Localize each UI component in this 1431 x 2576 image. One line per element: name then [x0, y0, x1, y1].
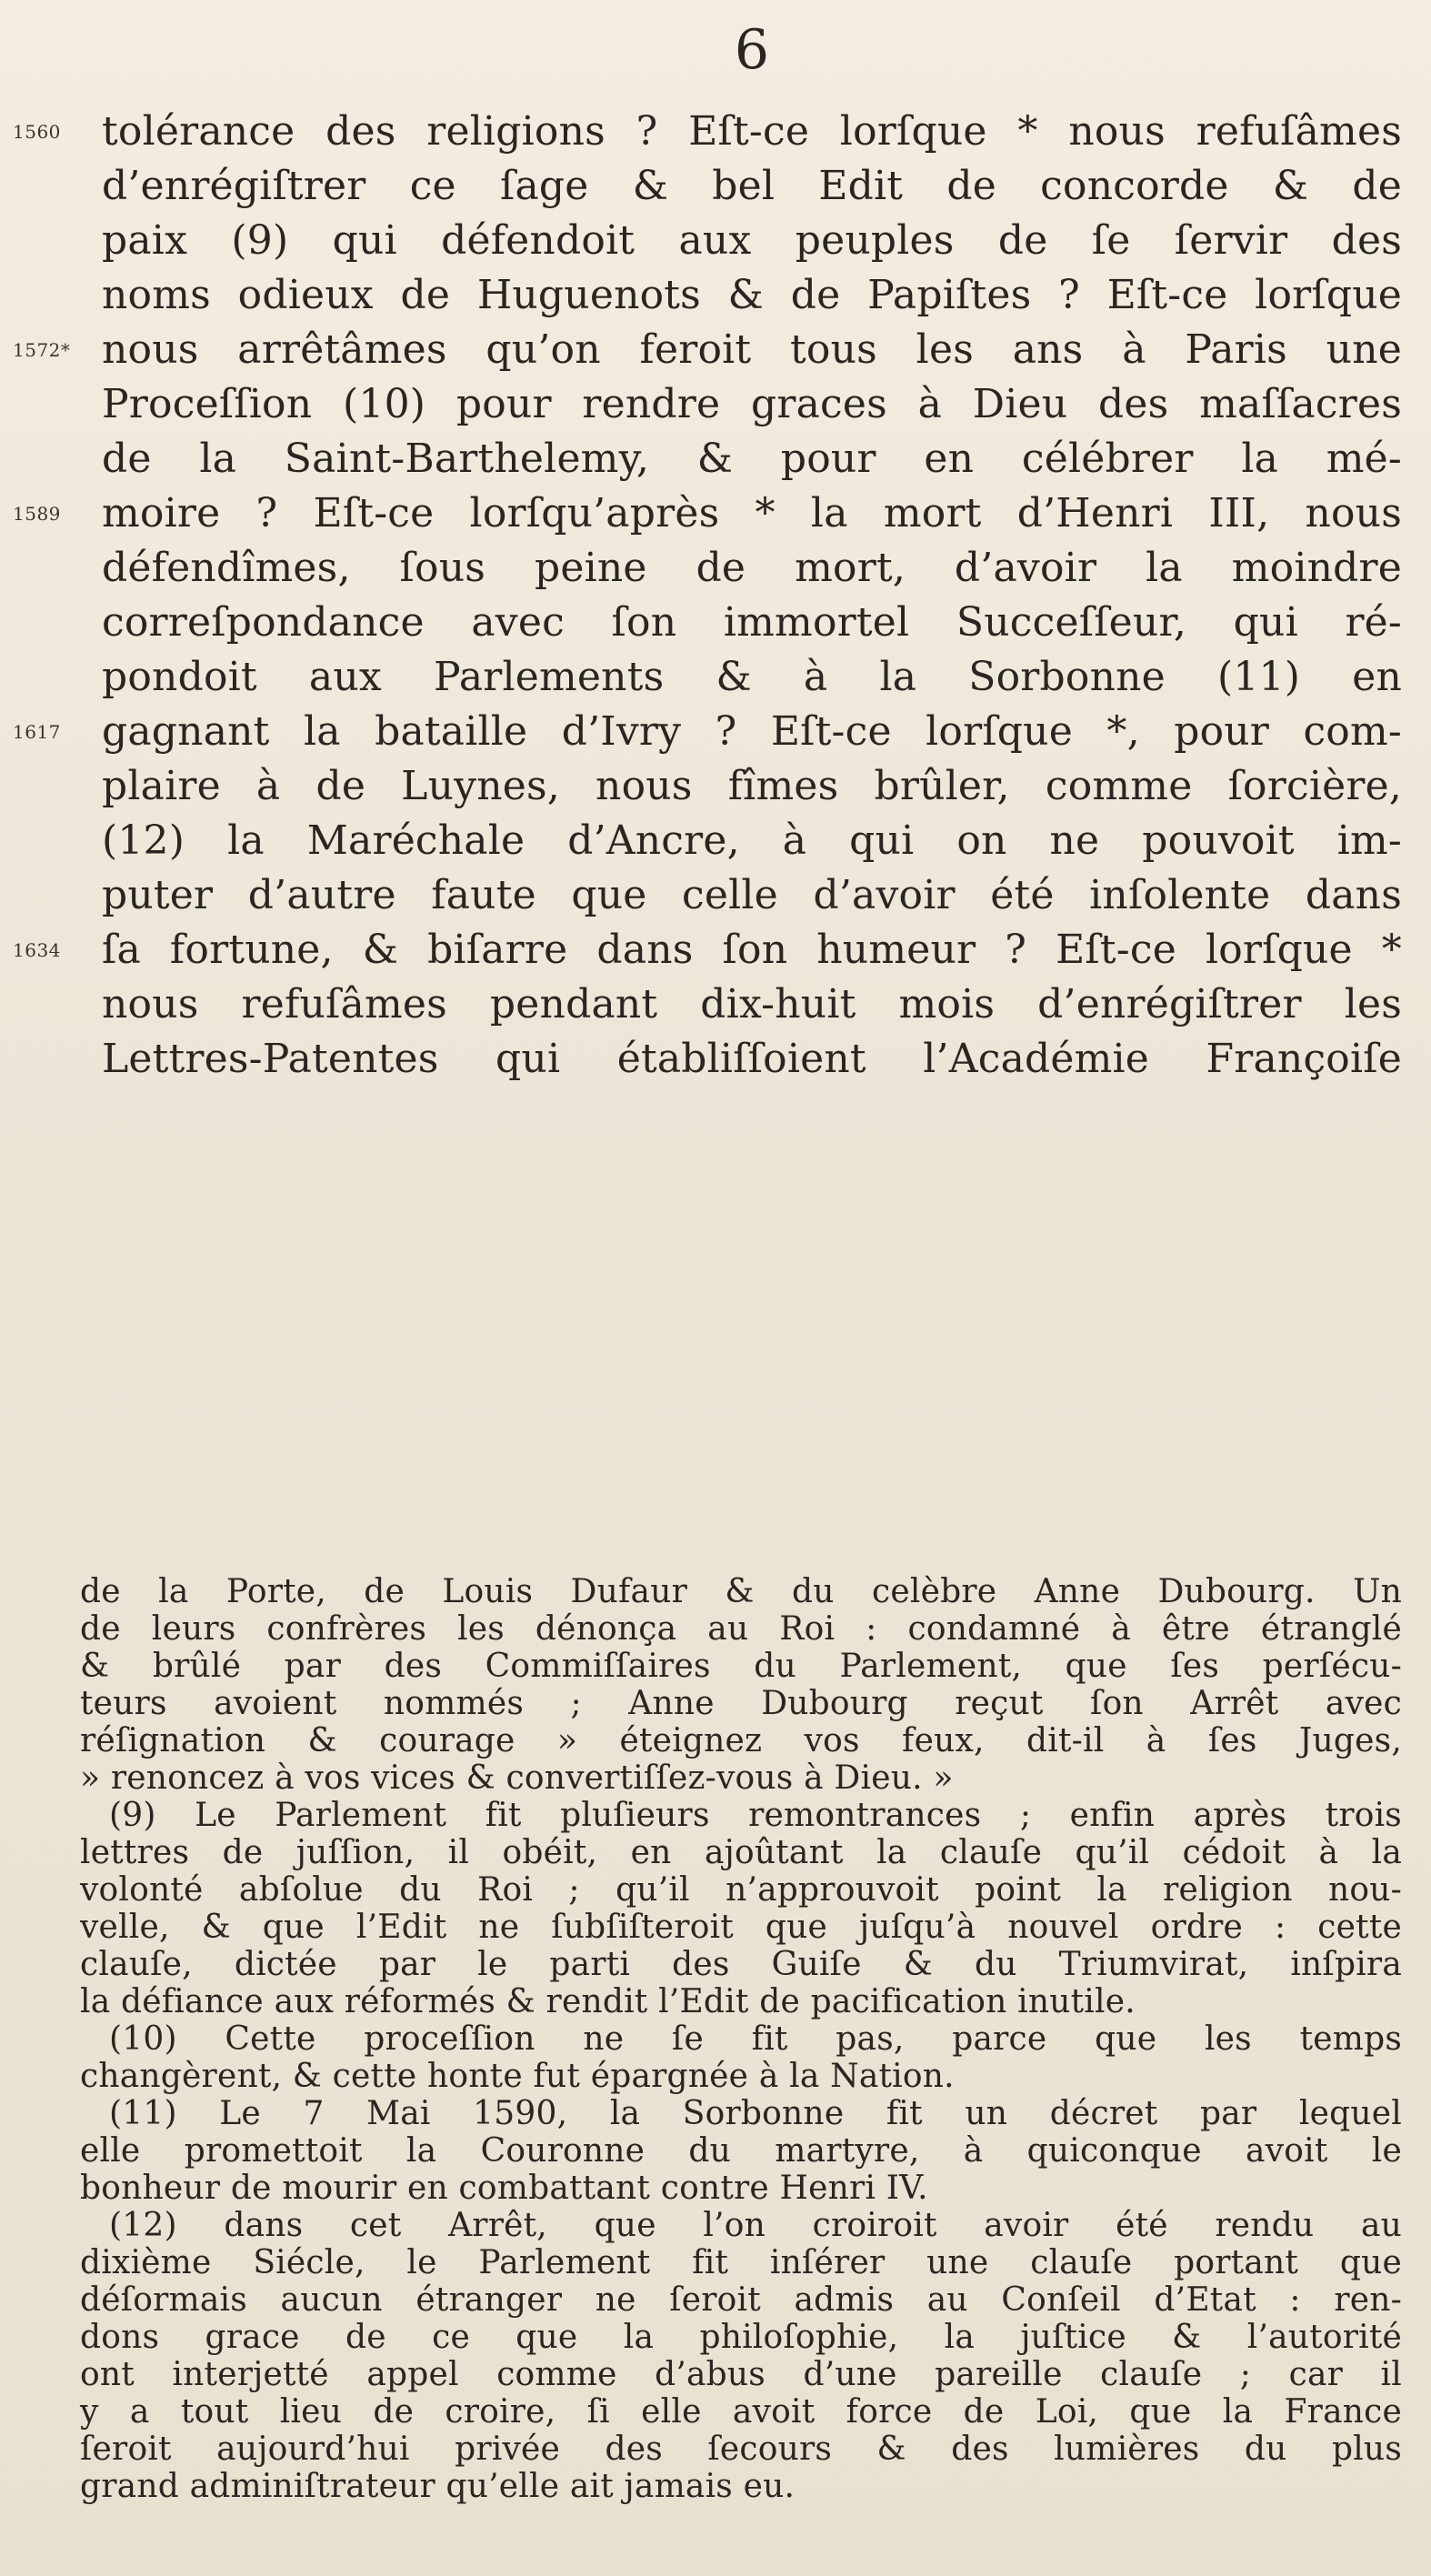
text-line: nous arrêtâmes qu’on feroit tous les ans à Paris une: [102, 326, 1402, 373]
footnote-12: (12) dans cet Arrêt, que l’on croiroit avoir été rendu au: [109, 2207, 1402, 2244]
footnote-line: teurs avoient nommés ; Anne Dubourg reçut ſon Arrêt avec: [80, 1685, 1402, 1722]
footnote-line: clauſe, dictée par le parti des Guiſe & du Triumvirat, inſpira: [80, 1946, 1402, 1983]
footnote-line: volonté abſolue du Roi ; qu’il n’approuvoit point la religion nou-: [80, 1871, 1402, 1909]
footnote-line: ont interjetté appel comme d’abus d’une pareille clauſe ; car il: [80, 2356, 1402, 2393]
text-line: défendîmes, ſous peine de mort, d’avoir la moindre: [102, 545, 1402, 591]
footnote-line: elle promettoit la Couronne du martyre, à quiconque avoit le: [80, 2132, 1402, 2170]
text-line: noms odieux de Huguenots & de Papiſtes ? Eſt-ce lorſque: [102, 272, 1402, 318]
footnote-line: réſignation & courage » éteignez vos feux, dit-il à ſes Juges,: [80, 1722, 1402, 1759]
footnote-line: velle, & que l’Edit ne ſubſiſteroit que juſqu’à nouvel ordre : cette: [80, 1909, 1402, 1946]
footnote-line: dixième Siécle, le Parlement fit inſérer une clauſe portant que: [80, 2244, 1402, 2281]
footnote-line: dons grace de ce que la philoſophie, la juſtice & l’autorité: [80, 2319, 1402, 2356]
text-line: paix (9) qui défendoit aux peuples de ſe ſervir des: [102, 217, 1402, 264]
footnote-line: la défiance aux réformés & rendit l’Edit de pacification inutile.: [80, 1983, 1136, 2020]
text-line: nous refuſâmes pendant dix-huit mois d’enrégiſtrer les: [102, 981, 1402, 1027]
margin-year: 1560: [13, 121, 61, 143]
margin-year: 1572*: [13, 339, 71, 361]
footnote-11: (11) Le 7 Mai 1590, la Sorbonne fit un décret par lequel: [109, 2095, 1402, 2132]
footnote-line: déſormais aucun étranger ne ſeroit admis au Conſeil d’Etat : ren-: [80, 2281, 1402, 2319]
text-line: gagnant la bataille d’Ivry ? Eſt-ce lorſque *, pour com-: [102, 708, 1402, 755]
text-line: de la Saint-Barthelemy, & pour en célébrer la mé-: [102, 436, 1402, 482]
text-line: Proceſſion (10) pour rendre graces à Dieu des maſſacres: [102, 381, 1402, 427]
footnote-line: grand adminiſtrateur qu’elle ait jamais eu.: [80, 2468, 796, 2505]
text-line: Lettres-Patentes qui établiſſoient l’Académie Françoiſe: [102, 1036, 1402, 1082]
footnote-line: » renoncez à vos vices & convertiſſez-vous à Dieu. »: [80, 1759, 954, 1797]
margin-year: 1617: [13, 721, 61, 743]
footnote-line: bonheur de mourir en combattant contre Henri IV.: [80, 2170, 928, 2207]
text-line: ſa fortune, & biſarre dans ſon humeur ? Eſt-ce lorſque *: [102, 927, 1402, 973]
margin-year: 1634: [13, 939, 61, 961]
text-line: tolérance des religions ? Eſt-ce lorſque * nous refuſâmes: [102, 108, 1402, 155]
text-line: (12) la Maréchale d’Ancre, à qui on ne pouvoit im-: [102, 817, 1402, 864]
footnote-9: (9) Le Parlement fit pluſieurs remontrances ; enfin après trois: [109, 1797, 1402, 1834]
text-line: puter d’autre faute que celle d’avoir été inſolente dans: [102, 872, 1402, 918]
text-line: plaire à de Luynes, nous fîmes brûler, comme ſorcière,: [102, 763, 1402, 809]
footnote-line: lettres de juſſion, il obéit, en ajoûtant la clauſe qu’il cédoit à la: [80, 1834, 1402, 1871]
footnote-line: de leurs confrères les dénonça au Roi : condamné à être étranglé: [80, 1610, 1402, 1648]
footnote-line: changèrent, & cette honte fut épargnée à la Nation.: [80, 2058, 955, 2095]
footnote-10: (10) Cette proceſſion ne ſe fit pas, parce que les temps: [109, 2020, 1402, 2058]
footnote-line: de la Porte, de Louis Dufaur & du celèbre Anne Dubourg. Un: [80, 1573, 1402, 1610]
text-line: correſpondance avec ſon immortel Succeſſeur, qui ré-: [102, 599, 1402, 646]
page-number: 6: [734, 18, 770, 82]
text-line: d’enrégiſtrer ce ſage & bel Edit de concorde & de: [102, 163, 1402, 209]
margin-year: 1589: [13, 503, 61, 525]
footnote-line: ſeroit aujourd’hui privée des ſecours & des lumières du plus: [80, 2431, 1402, 2468]
text-line: pondoit aux Parlements & à la Sorbonne (11) en: [102, 654, 1402, 700]
text-line: moire ? Eſt-ce lorſqu’après * la mort d’Henri III, nous: [102, 490, 1402, 536]
footnote-line: y a tout lieu de croire, ſi elle avoit force de Loi, que la France: [80, 2393, 1402, 2431]
footnote-line: & brûlé par des Commiſſaires du Parlement, que ſes perſécu-: [80, 1648, 1402, 1685]
